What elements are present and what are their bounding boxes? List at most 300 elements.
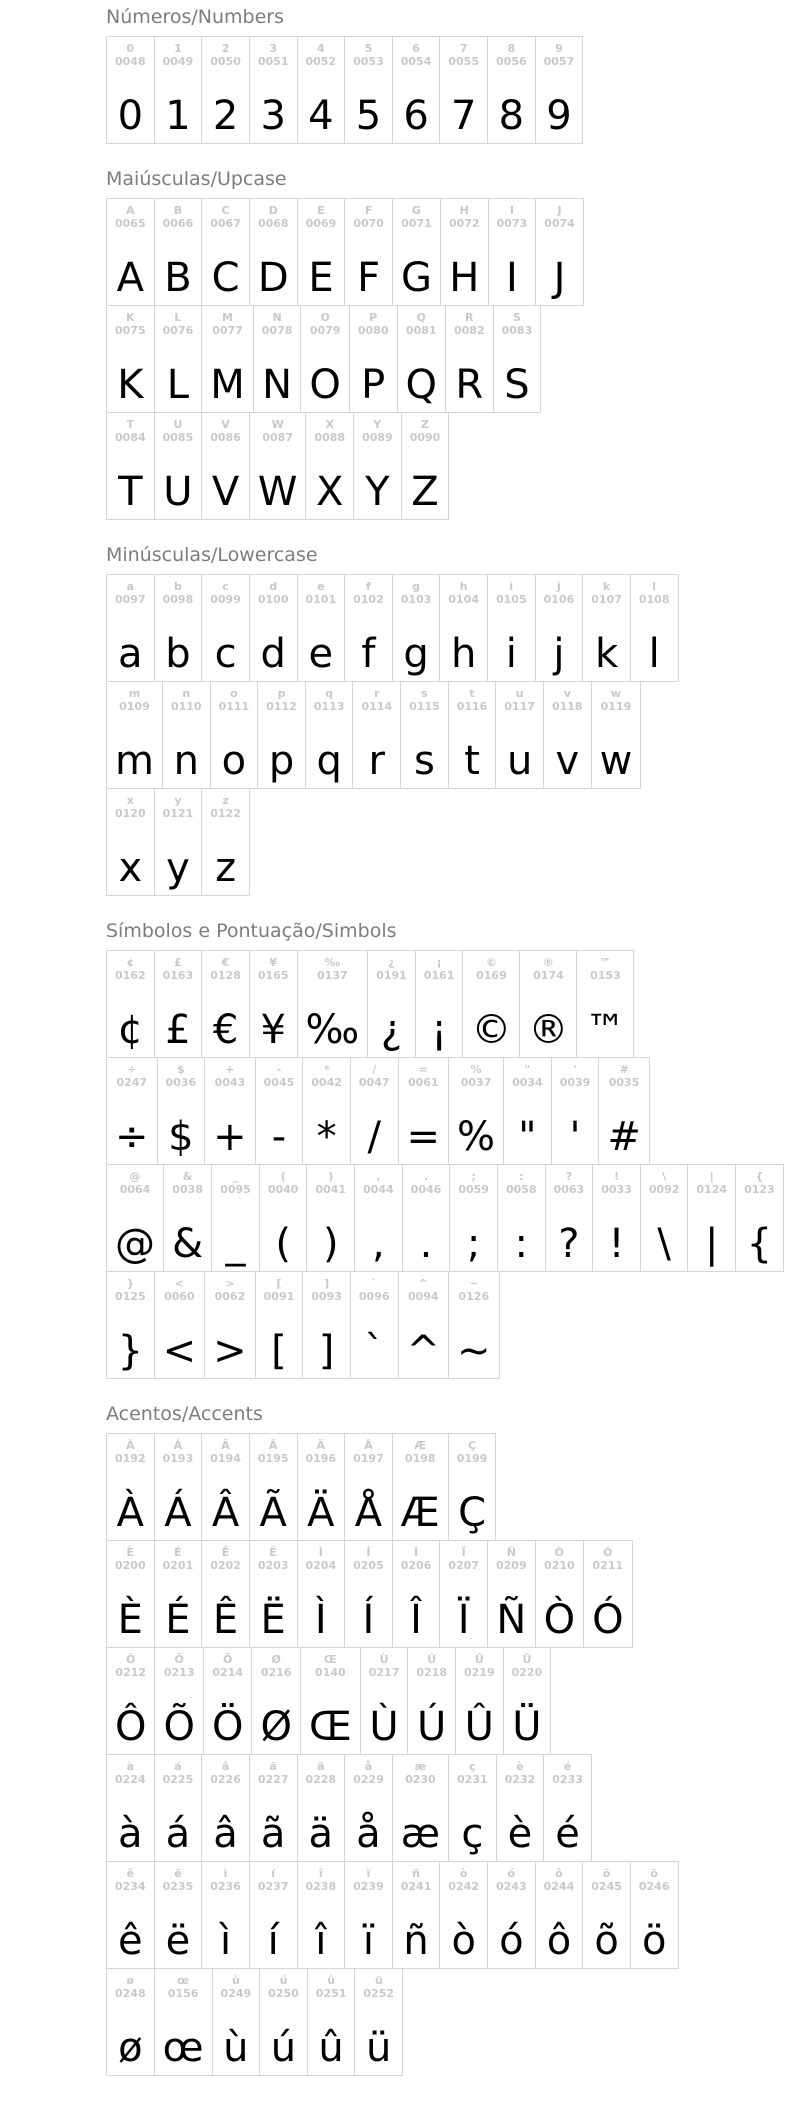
glyph-preview: 5 — [355, 93, 382, 139]
glyph-cell-header — [544, 1862, 575, 1901]
glyph-cell-header — [115, 1862, 146, 1901]
glyph-char-label: j — [557, 580, 561, 593]
glyph-cell-header — [353, 37, 384, 76]
glyph-code-label: 0084 — [115, 431, 146, 444]
glyph-preview: Î — [410, 1597, 422, 1643]
glyph-preview: ø — [118, 2025, 143, 2071]
glyph-cell-header — [408, 1272, 439, 1311]
glyph-cell — [353, 413, 401, 519]
glyph-code-label: 0055 — [448, 55, 479, 68]
glyph-char-label: ! — [614, 1170, 620, 1183]
glyph-char-label: Ï — [461, 1546, 466, 1559]
glyph-cell — [344, 199, 392, 305]
glyph-code-label: 0231 — [457, 1773, 488, 1786]
glyph-cell-header — [262, 306, 293, 345]
glyph-section — [106, 6, 790, 144]
glyph-row — [106, 1433, 496, 1541]
glyph-char-label: + — [225, 1063, 235, 1076]
glyph-cell-header — [424, 951, 455, 990]
glyph-char-label: n — [182, 687, 191, 700]
glyph-char-label: Õ — [174, 1653, 184, 1666]
glyph-preview: + — [213, 1114, 247, 1160]
glyph-preview: é — [555, 1811, 580, 1857]
glyph-cell — [201, 37, 249, 143]
glyph-code-label: 0119 — [600, 700, 632, 713]
glyph-cell — [107, 789, 154, 895]
glyph-cell-header — [306, 1541, 337, 1580]
glyph-row — [106, 198, 584, 306]
glyph-char-label: L — [174, 311, 182, 324]
glyph-char-label: ( — [280, 1170, 286, 1183]
glyph-row — [106, 1164, 784, 1272]
glyph-char-label: ë — [174, 1867, 182, 1880]
glyph-cell — [455, 1648, 503, 1754]
glyph-code-label: 0225 — [162, 1773, 194, 1786]
glyph-code-label: 0219 — [463, 1666, 495, 1679]
glyph-char-label: ú — [279, 1974, 288, 1987]
glyph-code-label: 0085 — [162, 431, 194, 444]
glyph-preview: d — [260, 631, 286, 677]
glyph-char-label: S — [512, 311, 521, 324]
glyph-cell — [107, 306, 154, 412]
glyph-code-label: 0242 — [448, 1880, 479, 1893]
glyph-cell-header — [258, 575, 289, 614]
glyph-cell-header — [502, 306, 533, 345]
glyph-cell — [297, 575, 345, 681]
glyph-code-label: 0076 — [162, 324, 194, 337]
glyph-preview: 2 — [212, 93, 239, 139]
glyph-preview: à — [118, 1811, 143, 1857]
glyph-char-label: ] — [324, 1277, 330, 1290]
glyph-cell — [439, 1862, 487, 1968]
glyph-code-label: 0082 — [453, 324, 485, 337]
glyph-code-label: 0124 — [696, 1183, 728, 1196]
glyph-preview: ! — [608, 1221, 625, 1267]
glyph-code-label: 0200 — [115, 1559, 146, 1572]
glyph-cell — [448, 682, 496, 788]
glyph-code-label: 0036 — [165, 1076, 197, 1089]
glyph-cell — [439, 37, 487, 143]
glyph-char-label: Î — [414, 1546, 419, 1559]
glyph-cell — [201, 789, 249, 895]
glyph-preview: N — [262, 362, 293, 408]
glyph-char-label: ` — [371, 1277, 377, 1290]
glyph-row — [106, 788, 250, 896]
glyph-cell — [640, 1165, 688, 1271]
glyph-preview: P — [361, 362, 386, 408]
glyph-preview: À — [116, 1490, 144, 1536]
glyph-preview: Ö — [211, 1704, 244, 1750]
glyph-code-label: 0094 — [407, 1290, 439, 1303]
glyph-cell — [735, 1165, 783, 1271]
glyph-cell-header — [310, 306, 341, 345]
glyph-preview: ¥ — [260, 1007, 286, 1053]
glyph-cell-header — [210, 199, 241, 238]
glyph-cell — [535, 37, 583, 143]
glyph-row — [106, 950, 634, 1058]
glyph-cell — [249, 37, 297, 143]
glyph-preview: v — [555, 738, 580, 784]
glyph-cell-header — [533, 951, 564, 990]
glyph-preview: ) — [322, 1221, 339, 1267]
glyph-cell — [535, 1541, 583, 1647]
glyph-cell-header — [258, 1862, 289, 1901]
glyph-preview: , — [372, 1221, 385, 1267]
glyph-cell-header — [172, 1165, 203, 1204]
glyph-cell — [249, 1862, 297, 1968]
glyph-char-label: à — [126, 1760, 135, 1773]
glyph-cell-header — [696, 1165, 727, 1204]
glyph-cell — [367, 951, 415, 1057]
glyph-cell — [445, 306, 493, 412]
glyph-preview: @ — [115, 1221, 155, 1267]
glyph-cell-header — [560, 1058, 591, 1097]
glyph-cell — [503, 1058, 551, 1164]
glyph-cell — [107, 1165, 163, 1271]
glyph-code-label: 0093 — [311, 1290, 342, 1303]
glyph-char-label: Á — [173, 1439, 183, 1452]
glyph-cell — [439, 575, 487, 681]
glyph-code-label: 0247 — [116, 1076, 148, 1089]
glyph-preview: 6 — [403, 93, 429, 139]
glyph-cell — [297, 1434, 345, 1540]
glyph-char-label: ä — [317, 1760, 325, 1773]
glyph-code-label: 0057 — [543, 55, 575, 68]
glyph-code-label: 0202 — [210, 1559, 241, 1572]
glyph-cell — [107, 951, 154, 1057]
glyph-cell-header — [164, 1648, 195, 1687]
glyph-row — [106, 1861, 679, 1969]
glyph-cell-header — [115, 1272, 146, 1311]
glyph-cell-header — [115, 199, 146, 238]
glyph-preview: H — [449, 255, 480, 301]
glyph-char-label: ì — [223, 1867, 228, 1880]
glyph-char-label: m — [128, 687, 141, 700]
glyph-cell-header — [457, 1755, 488, 1794]
glyph-preview: l — [648, 631, 660, 677]
glyph-cell-header — [496, 37, 527, 76]
glyph-preview: S — [504, 362, 530, 408]
glyph-preview: e — [308, 631, 334, 677]
glyph-char-label: [ — [276, 1277, 282, 1290]
glyph-cell-header — [401, 37, 432, 76]
glyph-cell — [398, 1058, 449, 1164]
glyph-cell — [154, 1648, 202, 1754]
glyph-preview: n — [173, 738, 199, 784]
glyph-cell — [519, 951, 576, 1057]
glyph-cell — [107, 1541, 154, 1647]
glyph-char-label: 2 — [221, 42, 230, 55]
glyph-char-label: B — [173, 204, 183, 217]
glyph-preview: U — [163, 469, 193, 515]
glyph-cell — [107, 1648, 154, 1754]
glyph-cell — [344, 575, 392, 681]
glyph-cell-header — [262, 413, 293, 452]
glyph-preview: Ì — [314, 1597, 327, 1643]
glyph-cell — [407, 1648, 455, 1754]
glyph-code-label: 0201 — [162, 1559, 194, 1572]
glyph-cell-header — [314, 413, 345, 452]
glyph-char-label: = — [418, 1063, 428, 1076]
glyph-row — [106, 1057, 650, 1165]
glyph-cell-header — [544, 575, 575, 614]
glyph-char-label: U — [173, 418, 183, 431]
glyph-cell-header — [449, 199, 480, 238]
glyph-cell-header — [163, 413, 194, 452]
glyph-code-label: 0046 — [410, 1183, 442, 1196]
glyph-char-label: { — [755, 1170, 764, 1183]
glyph-cell — [402, 1165, 450, 1271]
glyph-cell-header — [591, 575, 622, 614]
glyph-char-label: K — [126, 311, 135, 324]
glyph-cell — [154, 575, 202, 681]
glyph-code-label: 0080 — [357, 324, 389, 337]
glyph-cell — [154, 1541, 202, 1647]
glyph-preview: ; — [466, 1221, 481, 1267]
glyph-preview: [ — [271, 1328, 287, 1374]
glyph-cell — [204, 1272, 255, 1378]
glyph-cell-header — [268, 1165, 299, 1204]
glyph-code-label: 0077 — [212, 324, 243, 337]
glyph-code-label: 0163 — [162, 969, 194, 982]
glyph-code-label: 0109 — [119, 700, 150, 713]
glyph-char-label: N — [272, 311, 282, 324]
glyph-preview: % — [457, 1114, 496, 1160]
glyph-cell-header — [306, 1862, 337, 1901]
glyph-cell — [203, 1648, 251, 1754]
glyph-char-label: Â — [221, 1439, 230, 1452]
glyph-char-label: 5 — [364, 42, 373, 55]
glyph-cell-header — [359, 1272, 390, 1311]
glyph-preview: ç — [461, 1811, 484, 1857]
glyph-preview: F — [357, 255, 381, 301]
glyph-cell-header — [221, 1969, 252, 2008]
glyph-cell — [305, 682, 353, 788]
glyph-cell-header — [210, 1541, 241, 1580]
glyph-cell-header — [461, 1058, 492, 1097]
glyph-cell — [448, 1434, 496, 1540]
glyph-preview: Ç — [458, 1490, 486, 1536]
glyph-code-label: 0165 — [257, 969, 289, 982]
glyph-code-label: 0224 — [115, 1773, 146, 1786]
glyph-char-label: o — [230, 687, 238, 700]
glyph-preview: Ù — [369, 1704, 399, 1750]
glyph-char-label: k — [602, 580, 611, 593]
glyph-char-label: z — [222, 794, 229, 807]
glyph-code-label: 0104 — [448, 593, 479, 606]
glyph-cell-header — [609, 1058, 640, 1097]
glyph-cell — [107, 1058, 157, 1164]
glyph-preview: L — [166, 362, 190, 408]
glyph-cell-header — [401, 199, 432, 238]
glyph-char-label: È — [126, 1546, 135, 1559]
glyph-preview: G — [400, 255, 432, 301]
glyph-char-label: Ø — [271, 1653, 281, 1666]
glyph-cell-header — [552, 1755, 583, 1794]
glyph-char-label: ò — [459, 1867, 468, 1880]
glyph-cell-header — [210, 951, 241, 990]
glyph-preview: r — [368, 738, 385, 784]
glyph-char-label: Ú — [427, 1653, 437, 1666]
glyph-char-label: Ö — [223, 1653, 233, 1666]
glyph-row — [106, 1754, 592, 1862]
glyph-char-label: 7 — [459, 42, 468, 55]
glyph-cell — [354, 1969, 402, 2075]
glyph-cell — [487, 37, 535, 143]
glyph-preview: q — [316, 738, 342, 784]
glyph-preview: 3 — [260, 93, 286, 139]
glyph-cell-header — [401, 1541, 432, 1580]
glyph-cell-header — [116, 1058, 147, 1097]
glyph-section — [106, 920, 790, 1379]
glyph-preview: ä — [308, 1811, 334, 1857]
glyph-preview: œ — [162, 2025, 204, 2071]
glyph-char-label: : — [519, 1170, 524, 1183]
glyph-char-label: A — [126, 204, 135, 217]
glyph-preview: € — [212, 1007, 239, 1053]
glyph-cell-header — [258, 1434, 289, 1473]
glyph-cell-header — [210, 789, 241, 828]
glyph-char-label: ® — [542, 956, 554, 969]
glyph-char-label: ^ — [418, 1277, 428, 1290]
glyph-preview: ¡ — [431, 1007, 448, 1053]
glyph-cell-header — [361, 682, 392, 721]
glyph-cell — [576, 951, 633, 1057]
glyph-char-label: õ — [602, 1867, 611, 1880]
glyph-preview: ? — [558, 1221, 580, 1267]
glyph-char-label: ç — [469, 1760, 476, 1773]
glyph-cell-header — [306, 199, 337, 238]
glyph-code-label: 0234 — [115, 1880, 146, 1893]
glyph-cell-header — [258, 1541, 289, 1580]
glyph-code-label: 0199 — [456, 1452, 488, 1465]
glyph-cell-header — [448, 1541, 479, 1580]
glyph-preview: É — [165, 1597, 191, 1643]
glyph-cell — [582, 575, 630, 681]
glyph-cell — [107, 1969, 154, 2075]
glyph-cell-header — [649, 1165, 680, 1204]
glyph-cell-header — [590, 951, 621, 990]
glyph-preview: $ — [168, 1114, 194, 1160]
glyph-char-label: & — [182, 1170, 193, 1183]
glyph-preview: Ê — [212, 1597, 239, 1643]
glyph-code-label: 0035 — [608, 1076, 640, 1089]
glyph-cell — [107, 37, 154, 143]
glyph-cell — [462, 951, 519, 1057]
glyph-section — [106, 544, 790, 896]
glyph-row — [106, 36, 583, 144]
glyph-cell-header — [552, 682, 583, 721]
glyph-char-label: | — [709, 1170, 714, 1183]
glyph-cell-header — [258, 1755, 289, 1794]
glyph-char-label: R — [465, 311, 474, 324]
glyph-cell — [212, 1969, 260, 2075]
glyph-preview: ñ — [403, 1918, 429, 1964]
glyph-code-label: 0193 — [162, 1452, 194, 1465]
glyph-preview: å — [356, 1811, 381, 1857]
glyph-cell-header — [314, 682, 345, 721]
glyph-char-label: x — [126, 794, 134, 807]
glyph-code-label: 0117 — [504, 700, 535, 713]
glyph-char-label: } — [126, 1277, 135, 1290]
glyph-code-label: 0095 — [220, 1183, 251, 1196]
glyph-char-label: \ — [662, 1170, 667, 1183]
glyph-cell-header — [163, 951, 194, 990]
glyph-code-label: 0216 — [260, 1666, 292, 1679]
glyph-char-label: * — [323, 1063, 330, 1076]
glyph-code-label: 0250 — [268, 1987, 299, 2000]
glyph-cell-header — [264, 1058, 295, 1097]
glyph-preview: f — [361, 631, 376, 677]
glyph-preview: C — [211, 255, 240, 301]
glyph-preview: î — [315, 1918, 327, 1964]
glyph-code-label: 0033 — [601, 1183, 632, 1196]
glyph-char-label: I — [509, 204, 514, 217]
glyph-cell-header — [448, 37, 479, 76]
glyph-cell — [201, 1541, 249, 1647]
glyph-cell-header — [353, 575, 384, 614]
glyph-code-label: 0232 — [504, 1773, 536, 1786]
glyph-preview: Y — [365, 469, 390, 515]
glyph-code-label: 0056 — [496, 55, 527, 68]
glyph-char-label: Û — [474, 1653, 484, 1666]
glyph-preview: Û — [464, 1704, 494, 1750]
glyph-code-label: 0049 — [162, 55, 194, 68]
glyph-cell-header — [115, 1755, 146, 1794]
glyph-cell-header — [163, 37, 194, 76]
glyph-cell-header — [115, 789, 146, 828]
glyph-cell — [201, 306, 253, 412]
glyph-char-label: ¿ — [388, 956, 395, 969]
glyph-row — [106, 412, 449, 520]
glyph-char-label: ã — [269, 1760, 277, 1773]
glyph-preview: I — [505, 255, 518, 301]
glyph-code-label: 0140 — [315, 1666, 346, 1679]
glyph-char-label: e — [317, 580, 325, 593]
glyph-code-label: 0101 — [305, 593, 337, 606]
glyph-char-label: ê — [126, 1867, 135, 1880]
glyph-preview: T — [118, 469, 143, 515]
glyph-code-label: 0115 — [409, 700, 440, 713]
glyph-char-label: Ô — [126, 1653, 136, 1666]
glyph-preview: m — [115, 738, 154, 784]
glyph-cell-header — [311, 1272, 342, 1311]
glyph-cell — [449, 1165, 497, 1271]
glyph-cell-header — [506, 1165, 537, 1204]
glyph-cell-header — [358, 306, 389, 345]
glyph-cell-header — [744, 1165, 775, 1204]
glyph-cell — [583, 1541, 631, 1647]
glyph-cell — [630, 575, 678, 681]
glyph-char-label: u — [515, 687, 524, 700]
glyph-code-label: 0156 — [167, 1987, 199, 2000]
glyph-preview: ÷ — [115, 1114, 149, 1160]
glyph-preview: \ — [657, 1221, 671, 1267]
glyph-char-label: Ü — [522, 1653, 532, 1666]
glyph-code-label: 0091 — [263, 1290, 295, 1303]
glyph-row — [106, 1271, 500, 1379]
glyph-code-label: 0197 — [353, 1452, 384, 1465]
glyph-cell-header — [212, 306, 243, 345]
glyph-cell-header — [264, 1272, 295, 1311]
glyph-code-label: 0111 — [218, 700, 250, 713]
glyph-code-label: 0213 — [163, 1666, 195, 1679]
glyph-char-label: O — [320, 311, 330, 324]
glyph-cell — [154, 413, 202, 519]
glyph-preview: Ü — [512, 1704, 542, 1750]
glyph-char-label: h — [459, 580, 468, 593]
glyph-cell — [257, 682, 305, 788]
